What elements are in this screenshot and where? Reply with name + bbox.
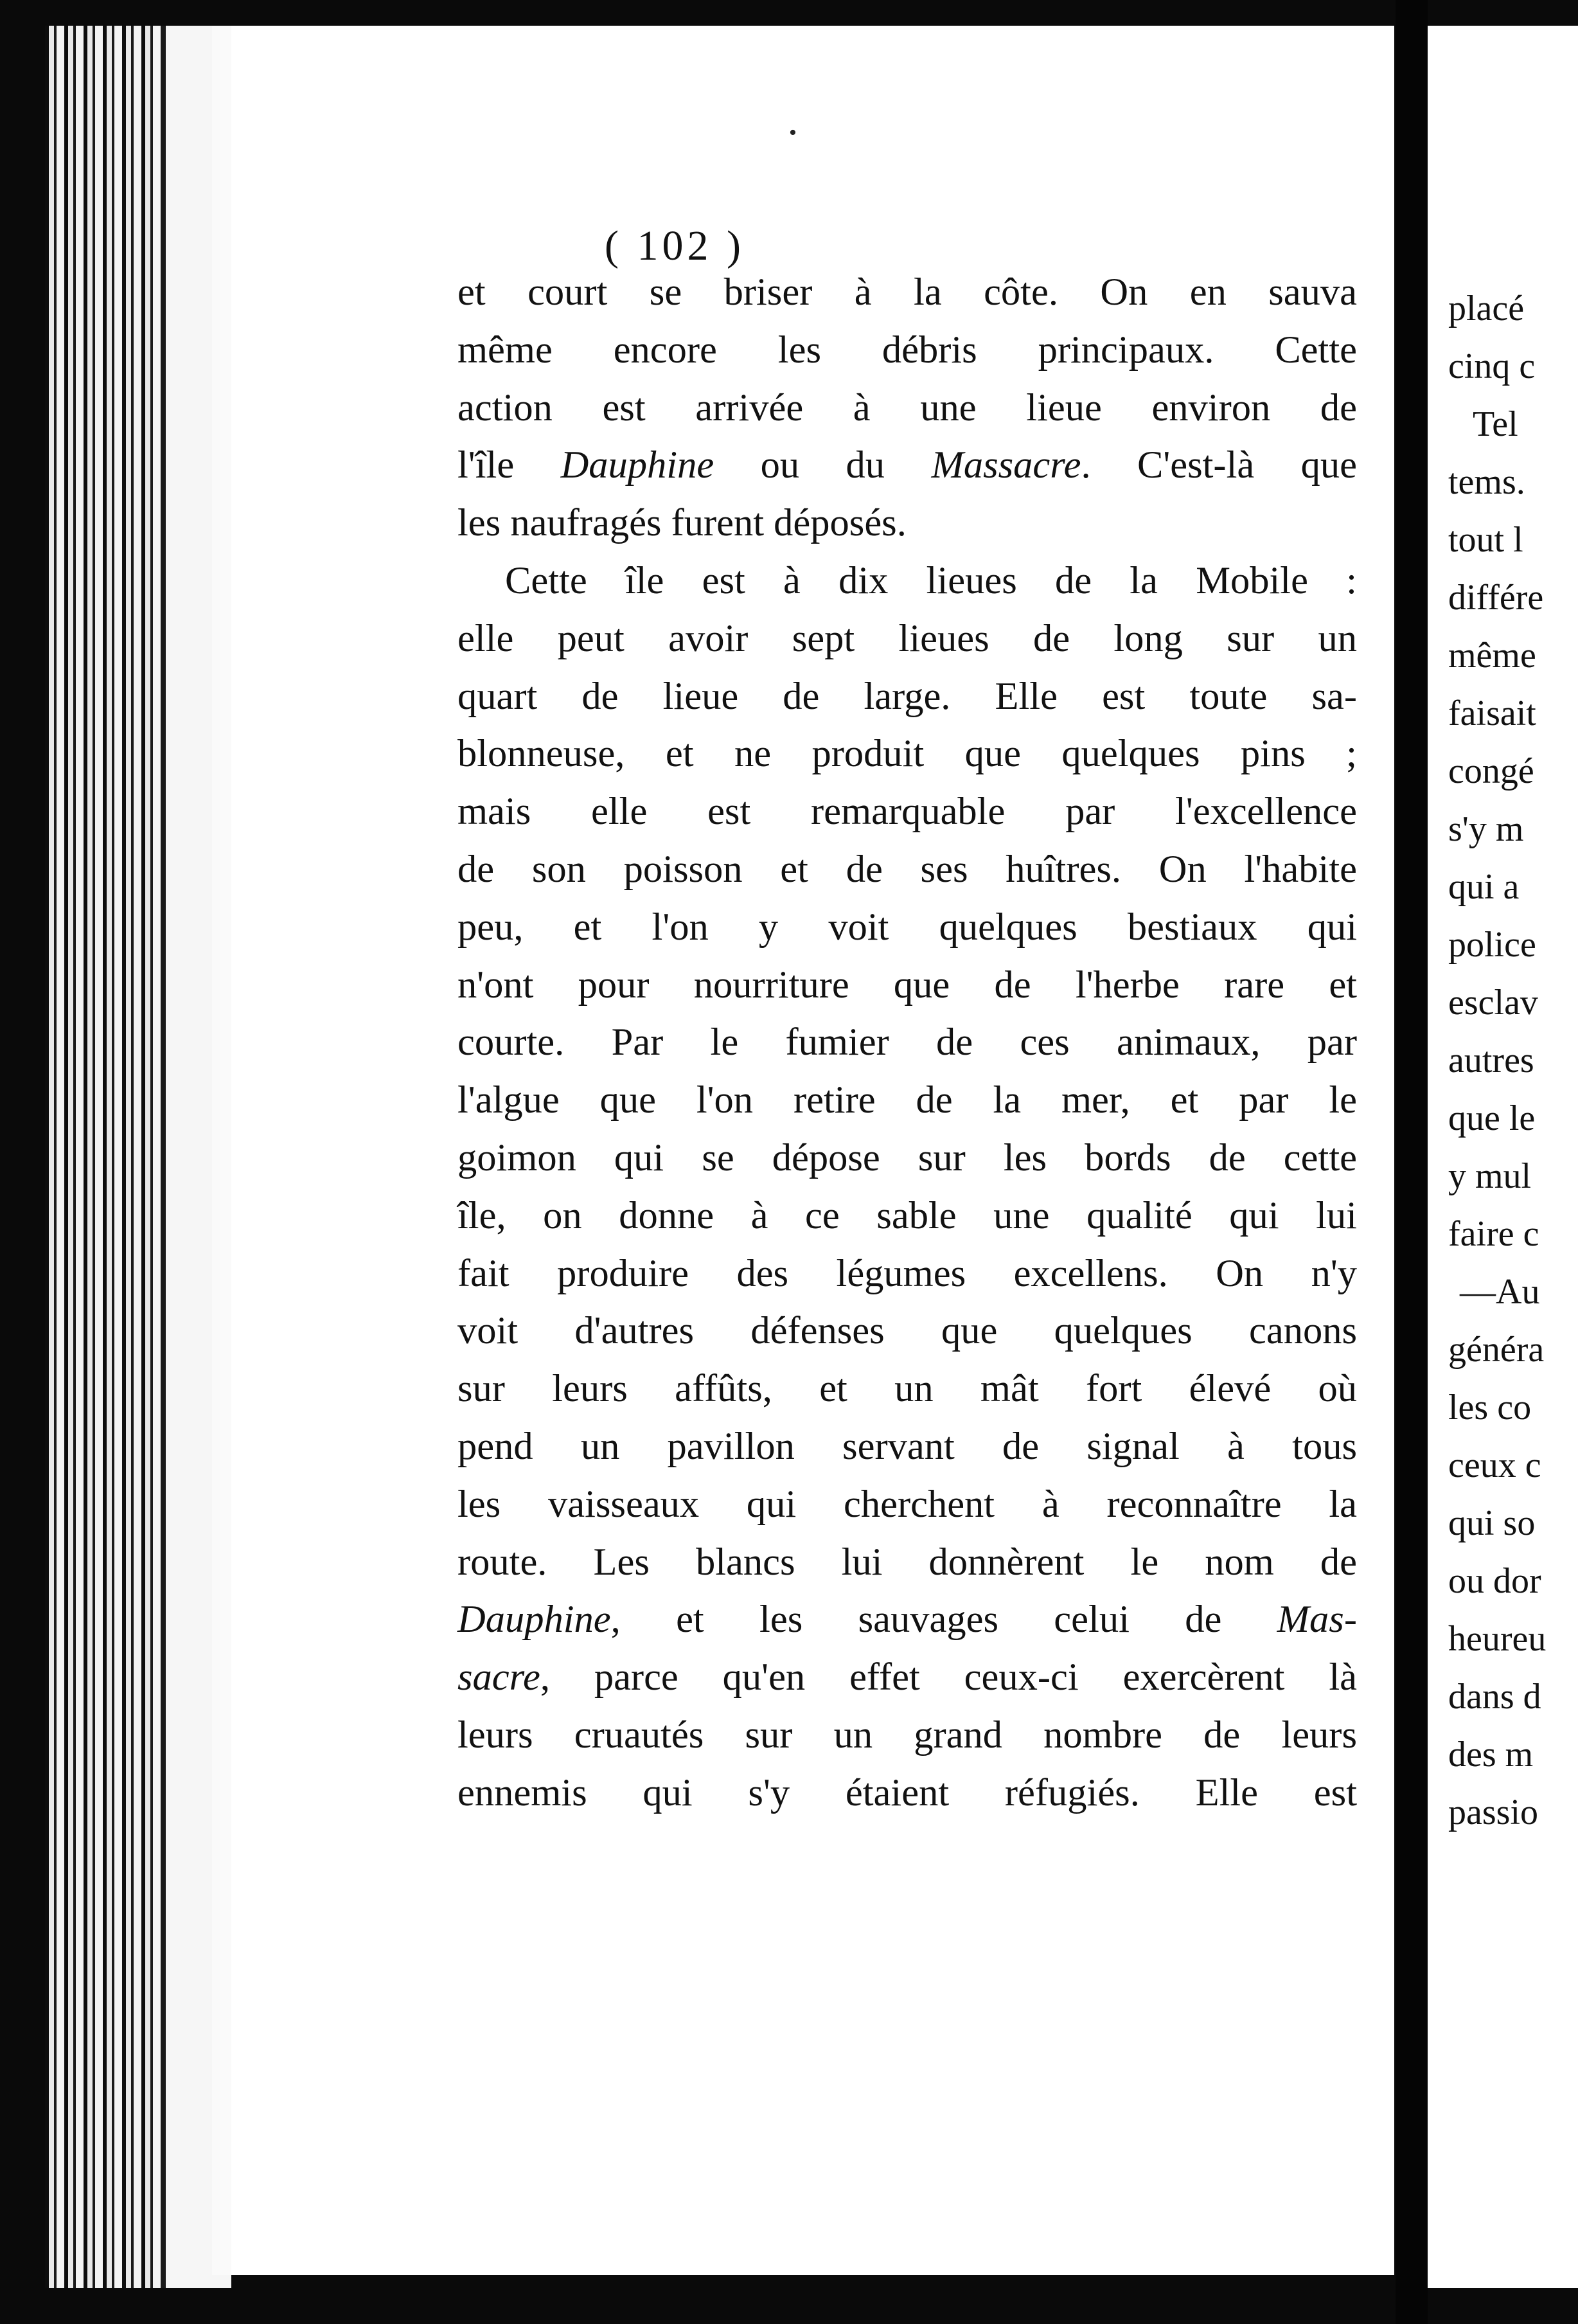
italic-place-name: sacre — [457, 1656, 540, 1699]
facing-text-line: passio — [1448, 1792, 1538, 1832]
facing-text-line: cinq c — [1448, 346, 1536, 386]
facing-text-line: autres — [1448, 1041, 1534, 1080]
facing-text-line: placé — [1448, 289, 1525, 328]
page-number: ( 102 ) — [605, 222, 745, 269]
text-line: mais elle est remarquable par l'excellence — [457, 790, 1357, 834]
facing-text-line: qui a — [1448, 867, 1520, 907]
text-line: action est arrivée à une lieue environ de — [457, 386, 1357, 429]
facing-text-line: des m — [1448, 1735, 1534, 1774]
facing-text-line: tout l — [1448, 520, 1523, 560]
facing-text-line: même — [1448, 636, 1536, 675]
facing-text-line: que le — [1448, 1098, 1536, 1138]
book-page-right-fragment — [1428, 26, 1578, 2288]
text-segment: . C'est-là que — [1081, 443, 1358, 487]
text-line: les naufragés furent déposés. — [457, 501, 907, 545]
text-line: de son poisson et de ses huîtres. On l'habite — [457, 847, 1357, 891]
text-line: les vaisseaux qui cherchent à reconnaître la — [457, 1482, 1357, 1526]
text-line: peu, et l'on y voit quelques bestiaux qui — [457, 905, 1357, 949]
text-line: blonneuse, et ne produit que quelques pins ; — [457, 732, 1357, 776]
facing-text-line: y mul — [1448, 1156, 1532, 1196]
text-segment: ou du — [714, 443, 932, 487]
text-segment: l'île — [457, 443, 561, 487]
text-segment: , parce qu'en effet ceux-ci exercèrent là — [540, 1656, 1357, 1699]
book-gutter — [1396, 0, 1428, 2324]
text-segment: , et les sauvages celui de — [610, 1598, 1277, 1641]
facing-text-line: Tel — [1473, 404, 1518, 444]
facing-text-line: ceux c — [1448, 1445, 1541, 1485]
text-line — [457, 1649, 1357, 1706]
page-text-block — [457, 264, 1357, 1822]
text-line: leurs cruautés sur un grand nombre de leurs — [457, 1713, 1357, 1756]
text-line: courte. Par le fumier de ces animaux, par — [457, 1021, 1357, 1064]
italic-place-name: Dauphine — [457, 1598, 611, 1641]
facing-text-line: faire c — [1448, 1214, 1539, 1254]
text-line: et court se briser à la côte. On en sauva — [457, 271, 1357, 314]
text-line: ennemis qui s'y étaient réfugiés. Elle est — [457, 1771, 1357, 1814]
text-line: île, on donne à ce sable une qualité qui lui — [457, 1193, 1357, 1237]
text-line: elle peut avoir sept lieues de long sur un — [457, 616, 1357, 660]
facing-text-line: les co — [1448, 1388, 1532, 1427]
text-line: quart de lieue de large. Elle est toute sa- — [457, 674, 1357, 718]
text-line: fait produire des légumes excellens. On n'y — [457, 1251, 1357, 1295]
facing-text-line: esclav — [1448, 983, 1538, 1023]
facing-text-line: heureu — [1448, 1619, 1547, 1659]
text-line: n'ont pour nourriture que de l'herbe rare et — [457, 963, 1357, 1006]
text-line — [457, 436, 1357, 494]
facing-text-line: congé — [1448, 751, 1534, 791]
ink-speck: • — [789, 121, 797, 145]
text-line: même encore les débris principaux. Cette — [457, 328, 1357, 371]
facing-text-line: généra — [1448, 1330, 1545, 1370]
text-line: route. Les blancs lui donnèrent le nom de — [457, 1540, 1357, 1584]
facing-text-line: ou dor — [1448, 1561, 1541, 1601]
paragraph-start-line: Cette île est à dix lieues de la Mobile : — [505, 559, 1357, 602]
facing-text-line: différe — [1448, 578, 1544, 618]
text-line — [457, 1591, 1357, 1649]
text-line: voit d'autres défenses que quelques canons — [457, 1309, 1357, 1353]
text-line: sur leurs affûts, et un mât fort élevé où — [457, 1367, 1357, 1411]
facing-text-line: s'y m — [1448, 809, 1524, 849]
facing-text-line: police — [1448, 925, 1536, 965]
facing-text-line: dans d — [1448, 1677, 1541, 1717]
facing-text-line: qui so — [1448, 1503, 1536, 1543]
italic-place-name: Mas- — [1277, 1598, 1357, 1641]
facing-text-line: tems. — [1448, 462, 1525, 502]
text-line: pend un pavillon servant de signal à tous — [457, 1424, 1357, 1468]
text-line: goimon qui se dépose sur les bords de cette — [457, 1136, 1357, 1179]
text-line: l'algue que l'on retire de la mer, et par le — [457, 1078, 1357, 1122]
facing-text-line: —Au — [1460, 1272, 1540, 1312]
italic-place-name: Massacre — [931, 443, 1081, 487]
facing-text-line: faisait — [1448, 693, 1536, 733]
italic-place-name: Dauphine — [560, 443, 714, 487]
